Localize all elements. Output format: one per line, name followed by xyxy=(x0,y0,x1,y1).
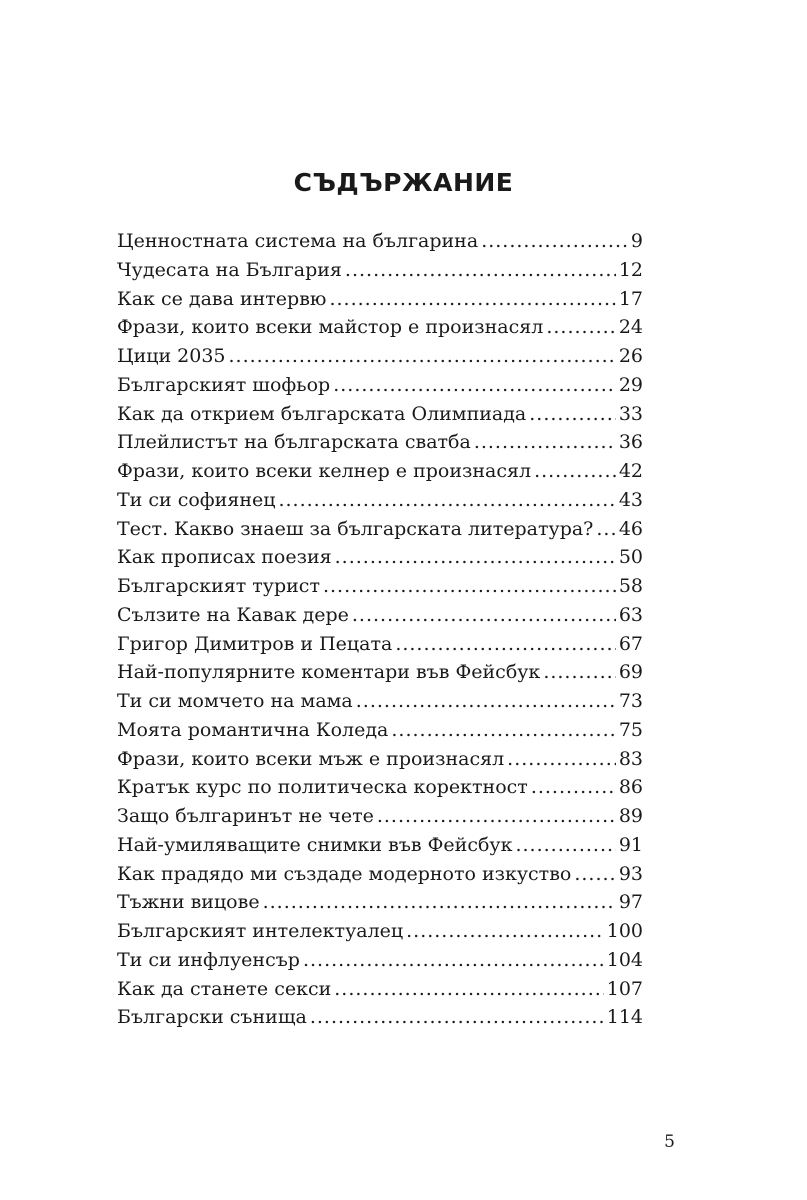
toc-entry-page: 73 xyxy=(618,690,643,712)
toc-entry-page: 100 xyxy=(606,920,643,942)
toc-entry xyxy=(117,457,643,486)
toc-dot-leader xyxy=(377,802,616,831)
toc-entry-page: 69 xyxy=(618,661,643,684)
toc-entry-title: Фрази, които всеки келнер е произнасял xyxy=(117,460,532,482)
toc-entry xyxy=(117,256,643,285)
toc-entry-title: Фрази, които всеки майстор е произнасял xyxy=(117,316,544,339)
toc-entry-title: Фрази, които всеки мъж е произнасял xyxy=(117,747,505,770)
page-title: СЪДЪРЖАНИЕ xyxy=(293,167,514,197)
toc-entry-page: 67 xyxy=(618,632,643,655)
toc-entry-title: Тест. Какво знаеш за българската литература? xyxy=(117,517,594,540)
toc-entry xyxy=(117,342,643,371)
toc-dot-leader xyxy=(345,256,616,285)
toc-dot-leader xyxy=(543,658,616,687)
toc-entry-page: 75 xyxy=(618,718,643,741)
toc-entry-title: Как се дава интервю xyxy=(117,287,327,310)
toc-entry-title: Ти си момчето на мама xyxy=(117,690,353,712)
toc-entry-title: Защо българинът не чете xyxy=(117,805,374,827)
toc-entry-title: Плейлистът на българската сватба xyxy=(117,431,471,454)
toc-entry xyxy=(117,543,643,572)
toc-dot-leader xyxy=(356,687,616,716)
toc-entry-title: Българският интелектуалец xyxy=(117,920,404,942)
toc-entry-page: 29 xyxy=(618,373,643,396)
toc-dot-leader xyxy=(323,572,616,601)
toc-entry xyxy=(117,400,643,429)
toc-entry-page: 107 xyxy=(606,977,643,1000)
toc-entry xyxy=(117,371,643,400)
toc-entry xyxy=(117,1003,643,1032)
toc-entry-page: 24 xyxy=(618,316,643,339)
toc-entry-page: 91 xyxy=(618,833,643,856)
toc-entry-title: Как да станете секси xyxy=(117,977,332,1000)
toc-dot-leader xyxy=(395,630,616,659)
toc-entry-page: 43 xyxy=(618,488,643,511)
toc-dot-leader xyxy=(333,371,616,400)
toc-entry xyxy=(117,572,643,601)
toc-dot-leader xyxy=(546,313,615,342)
toc-entry xyxy=(117,601,643,630)
toc-dot-leader xyxy=(531,773,616,802)
toc-entry-title: Как прописах поезия xyxy=(117,546,332,569)
toc-dot-leader xyxy=(406,917,604,946)
toc-entry-title: Сълзите на Кавак дере xyxy=(117,603,349,626)
toc-entry-title: Ценностната система на българина xyxy=(117,230,479,252)
toc-entry xyxy=(117,716,643,745)
toc-entry-page: 46 xyxy=(618,517,643,540)
toc-entry xyxy=(117,227,643,256)
toc-entry xyxy=(117,975,643,1004)
toc-dot-leader xyxy=(534,457,616,486)
toc-entry-page: 9 xyxy=(630,230,643,252)
toc-entry xyxy=(117,917,643,946)
toc-dot-leader xyxy=(335,543,616,572)
toc-entry-page: 36 xyxy=(618,431,643,454)
toc-dot-leader xyxy=(481,227,628,256)
toc-entry-page: 17 xyxy=(618,287,643,310)
toc-entry xyxy=(117,888,643,917)
toc-dot-leader xyxy=(596,515,615,544)
toc-entry-page: 12 xyxy=(618,258,643,281)
toc-entry-title: Български сънища xyxy=(117,1006,307,1029)
toc-dot-leader xyxy=(334,975,603,1004)
toc-entry-title: Най-популярните коментари във Фейсбук xyxy=(117,661,541,684)
toc-dot-leader xyxy=(474,428,616,457)
toc-dot-leader xyxy=(515,831,615,860)
toc-dot-leader xyxy=(278,486,615,515)
toc-entry-page: 86 xyxy=(618,776,643,799)
toc-entry xyxy=(117,860,643,889)
toc-entry-title: Чудесата на България xyxy=(117,258,342,281)
toc-entry xyxy=(117,285,643,314)
toc-entry xyxy=(117,630,643,659)
toc-entry-page: 50 xyxy=(618,546,643,569)
toc-entry-page: 104 xyxy=(606,948,643,971)
toc-entry-page: 26 xyxy=(618,345,643,367)
toc-entry xyxy=(117,313,643,342)
toc-entry xyxy=(117,486,643,515)
toc-dot-leader xyxy=(263,888,616,917)
toc-entry xyxy=(117,515,643,544)
toc-entry-title: Ти си инфлуенсър xyxy=(117,948,300,971)
page-number: 5 xyxy=(664,1132,675,1152)
toc-entry-page: 97 xyxy=(618,891,643,914)
toc-entry xyxy=(117,802,643,831)
toc-dot-leader xyxy=(310,1003,604,1032)
toc-entry-page: 93 xyxy=(618,862,643,885)
toc-entry-page: 83 xyxy=(618,747,643,770)
toc-dot-leader xyxy=(529,400,616,429)
toc-entry-title: Григор Димитров и Пецата xyxy=(117,632,393,655)
toc-entry xyxy=(117,946,643,975)
toc-entry-title: Цици 2035 xyxy=(117,345,226,367)
toc-dot-leader xyxy=(229,342,616,371)
toc-entry-page: 33 xyxy=(618,402,643,425)
toc-entry-page: 114 xyxy=(606,1006,643,1029)
toc-entry-title: Кратък курс по политическа коректност xyxy=(117,776,528,799)
toc-dot-leader xyxy=(329,285,615,314)
toc-entry xyxy=(117,831,643,860)
toc-dot-leader xyxy=(303,946,604,975)
toc-entry-page: 42 xyxy=(618,460,643,482)
toc-entry-title: Най-умиляващите снимки във Фейсбук xyxy=(117,833,513,856)
toc-dot-leader xyxy=(391,716,615,745)
toc-entry-title: Тъжни вицове xyxy=(117,891,260,914)
toc-entry xyxy=(117,658,643,687)
toc-dot-leader xyxy=(507,745,616,774)
toc-entry-title: Българският турист xyxy=(117,575,320,597)
toc-entry xyxy=(117,745,643,774)
toc-dot-leader xyxy=(574,860,615,889)
toc-entry-title: Моята романтична Коледа xyxy=(117,718,389,741)
toc-dot-leader xyxy=(352,601,616,630)
toc-entry-title: Ти си софиянец xyxy=(117,488,276,511)
toc-entry xyxy=(117,428,643,457)
toc-entry-title: Как да открием българската Олимпиада xyxy=(117,402,527,425)
toc-entry xyxy=(117,773,643,802)
toc-entry-title: Българският шофьор xyxy=(117,373,331,396)
toc-entry-page: 63 xyxy=(618,603,643,626)
toc-entry xyxy=(117,687,643,716)
toc-entry-title: Как прадядо ми създаде модерното изкуство xyxy=(117,862,572,885)
toc-entry-page: 58 xyxy=(618,575,643,597)
toc-entry-page: 89 xyxy=(618,805,643,827)
table-of-contents xyxy=(117,227,643,1032)
